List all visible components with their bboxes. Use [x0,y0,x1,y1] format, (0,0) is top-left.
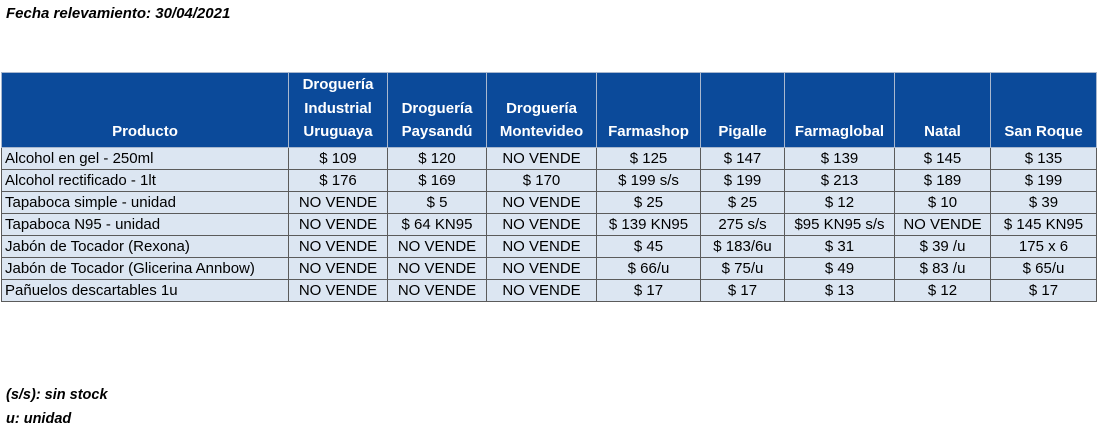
price-cell: NO VENDE [487,147,597,169]
price-cell: $ 139 [785,147,895,169]
price-table [1,72,1097,302]
col-header-drogueria-montevideo: Droguería Montevideo [487,73,597,148]
price-cell: $ 145 KN95 [991,213,1097,235]
table-row [2,235,1097,257]
table-row [2,191,1097,213]
product-name: Jabón de Tocador (Glicerina Annbow) [2,257,289,279]
price-cell: NO VENDE [895,213,991,235]
col-header-drogueria-paysandu: Droguería Paysandú [388,73,487,148]
price-cell: $ 66/u [597,257,701,279]
product-name: Jabón de Tocador (Rexona) [2,235,289,257]
price-cell: NO VENDE [487,235,597,257]
price-cell: $ 183/6u [701,235,785,257]
header-row [2,73,1097,148]
price-cell: NO VENDE [487,257,597,279]
price-cell: $ 199 [701,169,785,191]
price-cell: $ 49 [785,257,895,279]
col-header-farmaglobal: Farmaglobal [785,73,895,148]
price-cell: $ 169 [388,169,487,191]
price-cell: $ 83 /u [895,257,991,279]
price-cell: $ 17 [597,279,701,301]
price-cell: $ 135 [991,147,1097,169]
price-cell: $ 64 KN95 [388,213,487,235]
col-header-farmashop: Farmashop [597,73,701,148]
product-name: Alcohol en gel - 250ml [2,147,289,169]
price-cell: $ 120 [388,147,487,169]
price-cell: $ 125 [597,147,701,169]
price-cell: $ 25 [701,191,785,213]
price-cell: 175 x 6 [991,235,1097,257]
price-cell: $ 13 [785,279,895,301]
note-sin-stock: (s/s): sin stock [6,387,108,403]
price-cell: $ 213 [785,169,895,191]
product-name: Alcohol rectificado - 1lt [2,169,289,191]
table-row [2,279,1097,301]
price-cell: $ 5 [388,191,487,213]
price-cell: NO VENDE [487,191,597,213]
col-header-drogueria-industrial: Droguería Industrial Uruguaya [289,73,388,148]
price-cell: $95 KN95 s/s [785,213,895,235]
price-cell: $ 31 [785,235,895,257]
price-cell: $ 10 [895,191,991,213]
price-cell: $ 17 [701,279,785,301]
price-cell: $ 189 [895,169,991,191]
col-header-natal: Natal [895,73,991,148]
price-cell: $ 12 [785,191,895,213]
table-row [2,257,1097,279]
price-cell: $ 17 [991,279,1097,301]
price-cell: $ 199 s/s [597,169,701,191]
product-name: Pañuelos descartables 1u [2,279,289,301]
price-cell: $ 139 KN95 [597,213,701,235]
price-cell: NO VENDE [289,279,388,301]
price-cell: $ 170 [487,169,597,191]
price-cell: $ 147 [701,147,785,169]
price-cell: $ 12 [895,279,991,301]
note-unidad: u: unidad [6,411,72,427]
price-cell: $ 109 [289,147,388,169]
price-cell: NO VENDE [487,279,597,301]
price-cell: NO VENDE [487,213,597,235]
price-cell: $ 25 [597,191,701,213]
price-cell: NO VENDE [289,213,388,235]
col-header-pigalle: Pigalle [701,73,785,148]
table-row [2,169,1097,191]
col-header-san-roque: San Roque [991,73,1097,148]
price-cell: 275 s/s [701,213,785,235]
product-name: Tapaboca simple - unidad [2,191,289,213]
price-cell: NO VENDE [388,235,487,257]
price-cell: $ 176 [289,169,388,191]
price-cell: NO VENDE [388,279,487,301]
price-cell: $ 45 [597,235,701,257]
product-name: Tapaboca N95 - unidad [2,213,289,235]
table-row [2,147,1097,169]
price-cell: $ 75/u [701,257,785,279]
price-cell: NO VENDE [289,257,388,279]
price-cell: NO VENDE [289,191,388,213]
price-cell: $ 39 [991,191,1097,213]
price-cell: NO VENDE [289,235,388,257]
price-cell: $ 199 [991,169,1097,191]
price-cell: $ 65/u [991,257,1097,279]
price-cell: $ 145 [895,147,991,169]
price-cell: NO VENDE [388,257,487,279]
col-header-producto: Producto [2,73,289,148]
survey-date: Fecha relevamiento: 30/04/2021 [6,5,231,22]
table-row [2,213,1097,235]
price-cell: $ 39 /u [895,235,991,257]
